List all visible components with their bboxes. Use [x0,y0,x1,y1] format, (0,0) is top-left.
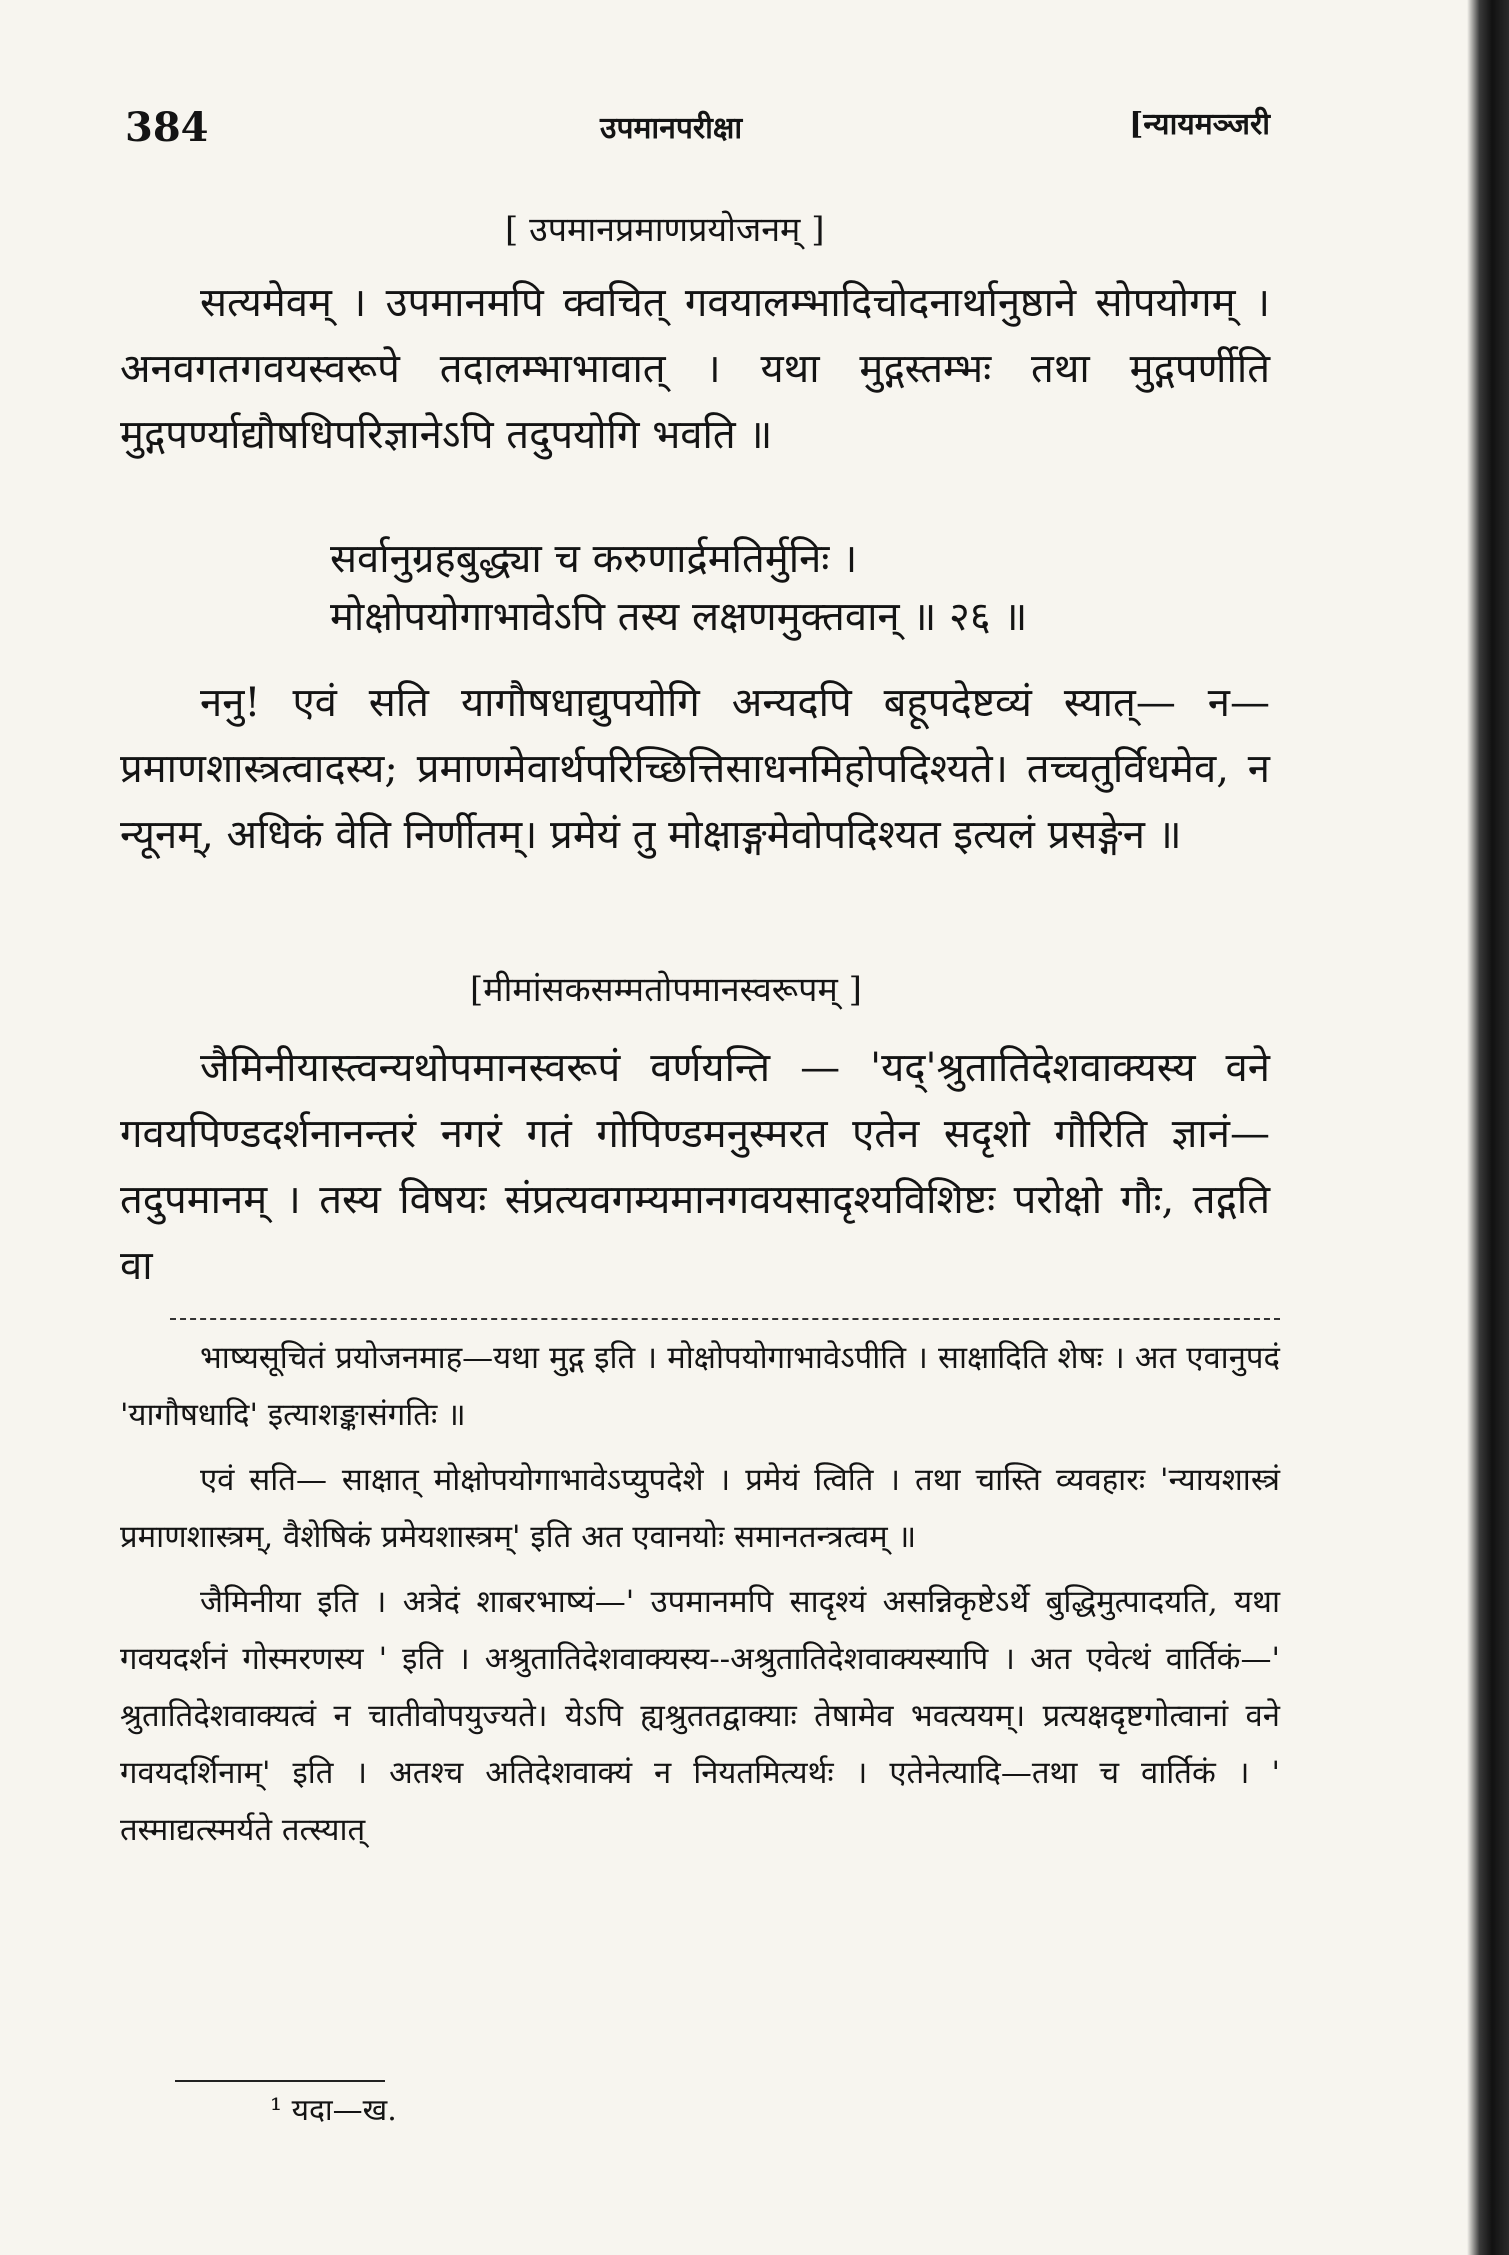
commentary-separator [170,1318,1280,1320]
book-title: [न्यायमञ्जरी [1129,107,1270,142]
main-paragraph-2 [120,670,1270,868]
paragraph-text: जैमिनीयास्त्वन्यथोपमानस्वरूपं वर्णयन्ति — 'यद्'श्रुतातिदेशवाक्यस्य वने गवयपिण्डदर्शनानन्तरं नगरं गतं गोपिण्डमनुस्मरत एतेन सदृशो गौरिति ज्ञानं—तदुपमानम् । तस्य विषयः संप्रत्यवगम्यमानगवयसादृश्यविशिष्टः परोक्षो गौः, तद्गति वा [120,1045,1270,1289]
paragraph-text: ननु! एवं सति यागौषधाद्युपयोगि अन्यदपि बहूपदेष्टव्यं स्यात्— न— प्रमाणशास्त्रत्वादस्य; प्रमाणमेवार्थपरिच्छित्तिसाधनमिहोपदिश्यते। तच्चतुर्विधमेव, न न्यूनम्, अधिकं वेति निर्णीतम्। प्रमेयं तु मोक्षाङ्गमेवोपदिश्यत इत्यलं प्रसङ्गेन ॥ [120,680,1270,858]
commentary-paragraph-1: भाष्यसूचितं प्रयोजनमाह—यथा मुद्ग इति । मोक्षोपयोगाभावेऽपीति । साक्षादिति शेषः । अत एवानुपदं 'यागौषधादि' इत्याशङ्कासंगतिः ॥ [120,1340,1280,1433]
main-paragraph-1 [120,270,1270,468]
section-heading-2: [मीमांसकसम्मतोपमानस्वरूपम् ] [470,970,862,1010]
paragraph-text: सत्यमेवम् । उपमानमपि क्वचित् गवयालम्भादिचोदनार्थानुष्ठाने सोपयोगम् । अनवगतगवयस्वरूपे तदालम्भाभावात् । यथा मुद्गस्तम्भः तथा मुद्गपर्णीति मुद्गपर्ण्याद्यौषधिपरिज्ञानेऽपि तदुपयोगि भवति ॥ [120,280,1270,458]
running-title: उपमानपरीक्षा [600,111,743,146]
verse-block [330,530,1270,646]
section-heading-1: [ उपमानप्रमाणप्रयोजनम् ] [505,210,825,250]
main-paragraph-3 [120,1035,1270,1299]
footnote: ¹ यदा—ख. [270,2093,397,2128]
book-binding-edge [1467,0,1509,2255]
page-header [120,96,1270,156]
commentary-block [120,1330,1280,1867]
commentary-paragraph-3: जैमिनीया इति । अत्रेदं शाबरभाष्यं—' उपमानमपि सादृश्यं असन्निकृष्टेऽर्थे बुद्धिमुत्पादयति, यथा गवयदर्शनं गोस्मरणस्य ' इति । अश्रुतातिदेशवाक्यस्य--अश्रुतातिदेशवाक्यस्यापि । अत एवेत्थं वार्तिकं—' श्रुतातिदेशवाक्यत्वं न चातीवोपयुज्यते। येऽपि ह्यश्रुततद्वाक्याः तेषामेव भवत्ययम्। प्रत्यक्षदृष्टगोत्वानां वने गवयदर्शिनाम्' इति । अतश्च अतिदेशवाक्यं न नियतमित्यर्थः । एतेनेत्यादि—तथा च वार्तिकं । ' तस्माद्यत्स्मर्यते तत्स्यात् [120,1584,1280,1848]
commentary-paragraph-2: एवं सति— साक्षात् मोक्षोपयोगाभावेऽप्युपदेशे । प्रमेयं त्विति । तथा चास्ति व्यवहारः 'न्यायशास्त्रं प्रमाणशास्त्रम्, वैशेषिकं प्रमेयशास्त्रम्' इति अत एवानयोः समानतन्त्रत्वम् ॥ [120,1462,1280,1555]
page-number: 384 [125,104,209,151]
verse-line-1: सर्वानुग्रहबुद्ध्या च करुणार्द्रमतिर्मुनिः । [330,536,858,582]
verse-line-2: मोक्षोपयोगाभावेऽपि तस्य लक्षणमुक्तवान् ॥ २६ ॥ [330,594,1028,640]
footnote-separator [175,2080,385,2082]
